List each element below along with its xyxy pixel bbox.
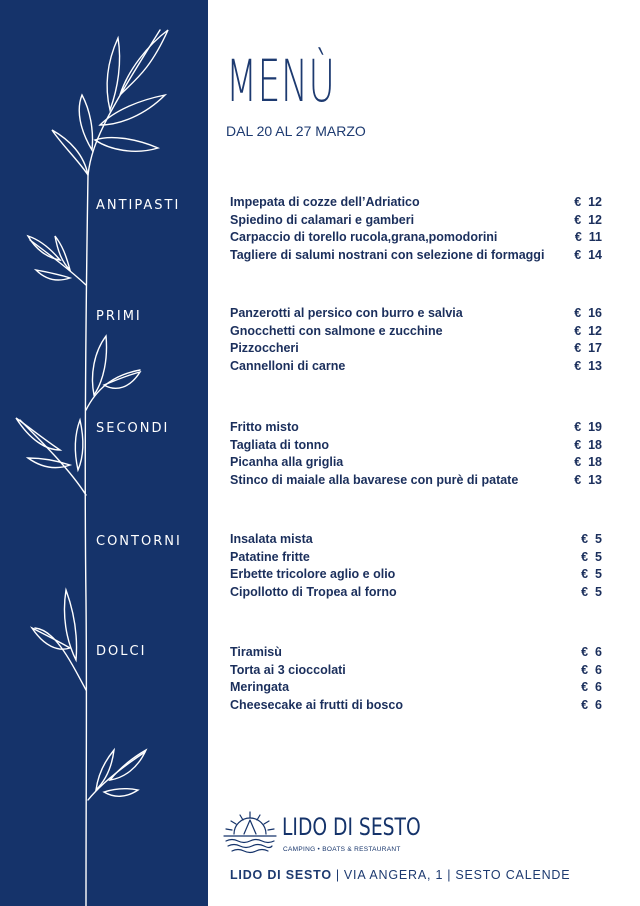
footer-separator: | (447, 868, 452, 882)
menu-item (230, 194, 602, 212)
item-name: Panzerotti al persico con burro e salvia (230, 306, 463, 320)
item-price: € 5 (581, 584, 602, 599)
menu-item (230, 212, 602, 230)
item-price: € 18 (574, 437, 602, 452)
category-antipasti: ANTIPASTI (96, 198, 181, 213)
menu-item (230, 584, 602, 602)
menu-item (230, 472, 602, 490)
leaf-branch-icon (0, 0, 208, 906)
item-price: € 13 (574, 472, 602, 487)
item-name: Tagliata di tonno (230, 437, 330, 452)
menu-item (230, 531, 602, 549)
footer-name: LIDO DI SESTO (230, 868, 332, 882)
item-price: € 14 (574, 247, 602, 262)
menu-item (230, 247, 602, 265)
item-price: € 12 (574, 195, 602, 209)
menu-item (230, 305, 602, 323)
category-contorni: CONTORNI (96, 534, 182, 549)
sun-waves-logo-icon (222, 808, 278, 856)
menu-item (230, 419, 602, 437)
menu-item (230, 358, 602, 376)
item-name: Cannelloni di carne (230, 358, 346, 373)
footer-separator: | (335, 868, 340, 882)
date-range: DAL 20 AL 27 MARZO (226, 123, 366, 139)
menu-item (230, 697, 602, 715)
item-name: Meringata (230, 680, 290, 694)
item-price: € 12 (574, 212, 602, 227)
item-name: Stinco di maiale alla bavarese con purè di patate (230, 472, 519, 487)
item-name: Erbette tricolore aglio e olio (230, 567, 396, 581)
item-price: € 19 (574, 420, 602, 434)
brand-tagline: CAMPING • BOATS & RESTAURANT (283, 846, 401, 853)
item-name: Cheesecake ai frutti di bosco (230, 697, 403, 712)
item-name: Tiramisù (230, 645, 282, 659)
menu-item (230, 679, 602, 697)
menu-item (230, 644, 602, 662)
brand-logo-text: LIDO DI SESTO (282, 813, 421, 841)
section-secondi (230, 419, 602, 489)
item-name: Impepata di cozze dell’Adriatico (230, 195, 420, 209)
item-name: Spiedino di calamari e gamberi (230, 212, 415, 227)
item-name: Patatine fritte (230, 549, 310, 564)
item-price: € 6 (581, 645, 602, 659)
footer-city: SESTO CALENDE (455, 868, 571, 882)
section-antipasti (230, 194, 602, 264)
item-name: Cipollotto di Tropea al forno (230, 584, 397, 599)
item-price: € 5 (581, 567, 602, 581)
item-price: € 16 (574, 306, 602, 320)
item-name: Insalata mista (230, 532, 313, 546)
menu-item (230, 323, 602, 341)
sidebar-panel (0, 0, 208, 906)
item-price: € 18 (574, 455, 602, 469)
menu-item (230, 662, 602, 680)
item-price: € 13 (574, 358, 602, 373)
item-name: Tagliere di salumi nostrani con selezione di formaggi (230, 247, 545, 262)
item-name: Picanha alla griglia (230, 455, 344, 469)
item-name: Torta ai 3 cioccolati (230, 662, 346, 677)
section-contorni (230, 531, 602, 601)
menu-item (230, 566, 602, 584)
item-name: Gnocchetti con salmone e zucchine (230, 323, 443, 338)
footer-street: VIA ANGERA, 1 (343, 868, 444, 882)
item-name: Pizzoccheri (230, 341, 299, 355)
menu-item (230, 437, 602, 455)
section-dolci (230, 644, 602, 714)
item-price: € 6 (581, 697, 602, 712)
item-name: Fritto misto (230, 420, 299, 434)
item-price: € 17 (574, 341, 602, 355)
category-secondi: SECONDI (96, 421, 170, 436)
item-name: Carpaccio di torello rucola,grana,pomodorini (230, 230, 498, 244)
menu-item (230, 549, 602, 567)
item-price: € 5 (581, 532, 602, 546)
item-price: € 6 (581, 680, 602, 694)
page-title: MENÙ (226, 47, 336, 115)
category-dolci: DOLCI (96, 644, 147, 659)
section-primi (230, 305, 602, 375)
menu-item (230, 454, 602, 472)
category-primi: PRIMI (96, 309, 142, 324)
item-price: € 5 (581, 549, 602, 564)
footer-address (230, 868, 570, 882)
menu-item (230, 229, 602, 247)
menu-item (230, 340, 602, 358)
item-price: € 12 (574, 323, 602, 338)
item-price: € 11 (574, 230, 602, 244)
item-price: € 6 (581, 662, 602, 677)
